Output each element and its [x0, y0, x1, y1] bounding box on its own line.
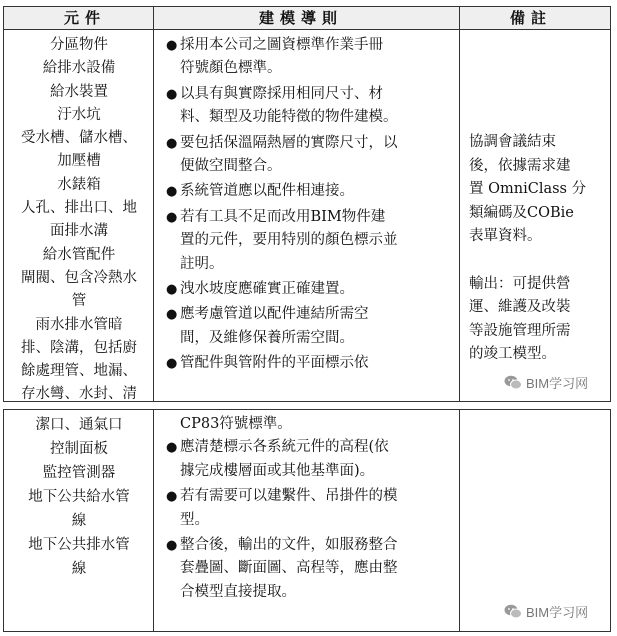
guideline-item	[154, 278, 460, 301]
guideline-item	[154, 180, 460, 203]
remarks-line: 後，依據需求建	[469, 157, 571, 174]
component-name: 地下公共排水管	[28, 537, 130, 553]
component-name: 存水彎、水封、清	[21, 386, 137, 403]
guideline-line: 置的元件，要用特別的顏色標示並	[180, 232, 398, 249]
bullet-icon: ●	[166, 38, 178, 53]
guideline-item	[154, 34, 460, 81]
remarks-line: 的竣工模型。	[469, 346, 556, 363]
watermark-text: BIM学习网	[526, 605, 589, 620]
remarks-line: 表單資料。	[469, 228, 542, 245]
bullet-icon: ●	[166, 184, 178, 200]
component-name: 面排水溝	[50, 223, 108, 240]
component-name: 水錶箱	[57, 176, 101, 193]
guideline-item	[154, 206, 460, 276]
guideline-line: 若有工具不足而改用BIM物件建	[180, 208, 386, 225]
guideline-line: 採用本公司之圖資標準作業手冊	[180, 37, 383, 53]
component-name: 人孔、排出口、地	[21, 200, 137, 217]
guideline-line: 洩水坡度應確實正確建置。	[180, 281, 354, 298]
guideline-line: 應考慮管道以配件連結所需空	[180, 306, 369, 323]
guideline-line: 註明。	[180, 255, 224, 272]
remarks-line: 輸出：可提供營	[469, 275, 571, 292]
remarks-line: 協調會議結束	[469, 134, 556, 150]
guideline-line: 料、類型及功能特徵的物件建模。	[180, 109, 398, 126]
watermark	[504, 602, 588, 621]
guideline-line: 符號顏色標準。	[180, 60, 282, 77]
component-name: 監控管測器	[42, 465, 116, 481]
guideline-line: 據完成樓層面或其他基準面)。	[180, 462, 375, 479]
component-name: 給排水設備	[42, 60, 116, 77]
component-name: 管	[71, 293, 87, 310]
guideline-item	[154, 352, 460, 375]
guideline-item	[154, 83, 460, 130]
guideline-line: 要包括保溫隔熱層的實際尺寸，以	[180, 134, 398, 151]
guideline-list	[154, 34, 460, 378]
component-name: 給水管配件	[42, 246, 116, 263]
bullet-icon: ●	[166, 538, 178, 554]
guideline-list	[154, 413, 460, 606]
remarks-line	[469, 249, 611, 273]
guideline-line: 型。	[180, 511, 209, 528]
component-name: 受水槽、儲水槽、	[21, 130, 137, 147]
bullet-icon: ●	[166, 440, 178, 456]
component-name: 分區物件	[50, 37, 108, 53]
bullet-icon: ●	[166, 209, 178, 225]
header-remarks: 備註	[510, 9, 553, 27]
component-name: 地下公共給水管	[28, 489, 130, 505]
component-name: 餘處理管、地漏、	[21, 363, 137, 380]
component-name: 控制面板	[50, 441, 108, 457]
remarks-column	[460, 410, 610, 631]
wechat-icon	[504, 375, 522, 390]
component-name: 潔口、通氣口	[35, 417, 123, 433]
guideline-item	[154, 303, 460, 350]
component-list	[4, 34, 154, 407]
component-name: 給水裝置	[50, 83, 108, 100]
component-name: 線	[71, 513, 87, 529]
component-name: 排、陰溝，包括廚	[21, 339, 137, 356]
spec-table-part-1	[3, 6, 611, 402]
watermark-text: BIM学习网	[526, 376, 589, 391]
spec-table-part-2	[3, 409, 611, 632]
header-modeling-guideline: 建模導則	[259, 9, 344, 27]
component-list	[4, 413, 154, 581]
guideline-line: 合模型直接提取。	[180, 583, 296, 600]
bullet-icon: ●	[166, 282, 178, 298]
remarks-text	[469, 131, 611, 367]
header-component: 元件	[64, 9, 107, 27]
remarks-line: 置 OmniClass 分	[469, 181, 587, 198]
guideline-line: 以具有與實際採用相同尺寸、材	[180, 85, 383, 102]
bullet-icon: ●	[166, 356, 178, 372]
component-name: 汙水坑	[57, 106, 101, 123]
bullet-icon: ●	[166, 135, 178, 151]
guideline-item	[154, 485, 460, 532]
wechat-icon	[504, 604, 522, 619]
guideline-line: 系統管道應以配件相連接。	[180, 183, 354, 200]
watermark	[504, 373, 588, 392]
component-name: 雨水排水管暗	[35, 316, 123, 333]
remarks-line: 運、維護及改裝	[469, 299, 571, 316]
guideline-item	[154, 534, 460, 604]
bullet-icon: ●	[166, 307, 178, 323]
bullet-icon: ●	[166, 86, 178, 102]
guideline-item	[154, 436, 460, 483]
guideline-line: 若有需要可以建繫件、吊掛件的模	[180, 488, 398, 505]
remarks-line: 等設施管理所需	[469, 322, 571, 339]
component-name: 線	[71, 561, 87, 577]
guideline-line: 套疊圖、斷面圖、高程等，應由整	[180, 560, 398, 577]
guideline-line: 整合後，輸出的文件，如服務整合	[180, 537, 398, 554]
guideline-line: 便做空間整合。	[180, 158, 282, 175]
guideline-line: 管配件與管附件的平面標示依	[180, 355, 369, 372]
remarks-line: 類編碼及COBie	[469, 204, 574, 221]
guideline-continuation: CP83符號標準。	[180, 416, 292, 432]
guideline-item	[154, 132, 460, 179]
component-name: 加壓槽	[57, 153, 101, 170]
guideline-line: 應清楚標示各系統元件的高程(依	[180, 439, 389, 456]
guideline-line: 間，及維修保養所需空間。	[180, 329, 354, 346]
component-name: 閘閥、包含冷熱水	[21, 269, 137, 286]
bullet-icon: ●	[166, 489, 178, 505]
